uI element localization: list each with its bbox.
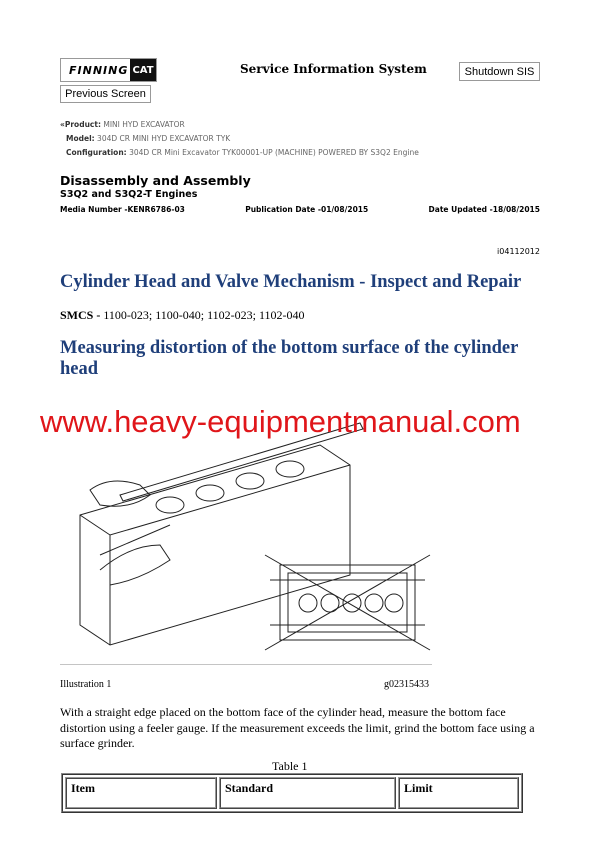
illustration-id: g02315433 [384,679,429,690]
doc-title: Disassembly and Assembly [60,173,251,188]
header-limit: Limit [398,777,519,809]
publication-date: Publication Date -01/08/2015 [245,205,369,214]
model-label: Model: [66,134,95,143]
finning-cat-logo [60,58,157,82]
spec-table [61,773,523,813]
previous-screen-button[interactable]: Previous Screen [60,85,151,103]
shutdown-sis-button[interactable]: Shutdown SIS [459,62,540,81]
doc-subtitle: S3Q2 and S3Q2-T Engines [60,189,198,200]
logo-text: FINNING [69,63,129,77]
config-value: 304D CR Mini Excavator TYK00001-UP (MACHINE) POWERED BY S3Q2 Engine [129,148,419,157]
date-updated: Date Updated -18/08/2015 [428,205,540,214]
model-line [66,134,230,143]
doc-meta-row [60,205,540,214]
subsection-heading: Measuring distortion of the bottom surface of the cylinder head [60,338,518,379]
config-label: Configuration: [66,148,127,157]
smcs-line [60,308,305,323]
media-number: Media Number -KENR6786-03 [60,205,185,214]
illustration-label: Illustration 1 [60,679,112,690]
config-line [66,148,419,157]
doc-id: i04112012 [497,247,540,256]
section-heading: Cylinder Head and Valve Mechanism - Inspect and Repair [60,272,522,292]
header-standard: Standard [219,777,396,809]
header-item: Item [65,777,217,809]
table-caption: Table 1 [272,759,308,773]
app-title: Service Information System [240,62,427,76]
watermark-url: www.heavy-equipmentmanual.com [40,404,521,439]
instruction-paragraph: With a straight edge placed on the bottom face of the cylinder head, measure the bottom face distortion using a feeler gauge. If the measurement exceeds the limit, grind the bottom face using a surface grinder. [60,705,535,750]
cat-badge: CAT [130,59,156,81]
model-value: 304D CR MINI HYD EXCAVATOR TYK [97,134,231,143]
smcs-label: SMCS - [60,308,104,322]
product-label: Product: [64,120,101,129]
smcs-codes: 1100-023; 1100-040; 1102-023; 1102-040 [103,308,305,322]
product-value: MINI HYD EXCAVATOR [103,120,185,129]
product-line: «Product: MINI HYD EXCAVATOR [60,120,185,129]
table-header-row [65,777,519,809]
